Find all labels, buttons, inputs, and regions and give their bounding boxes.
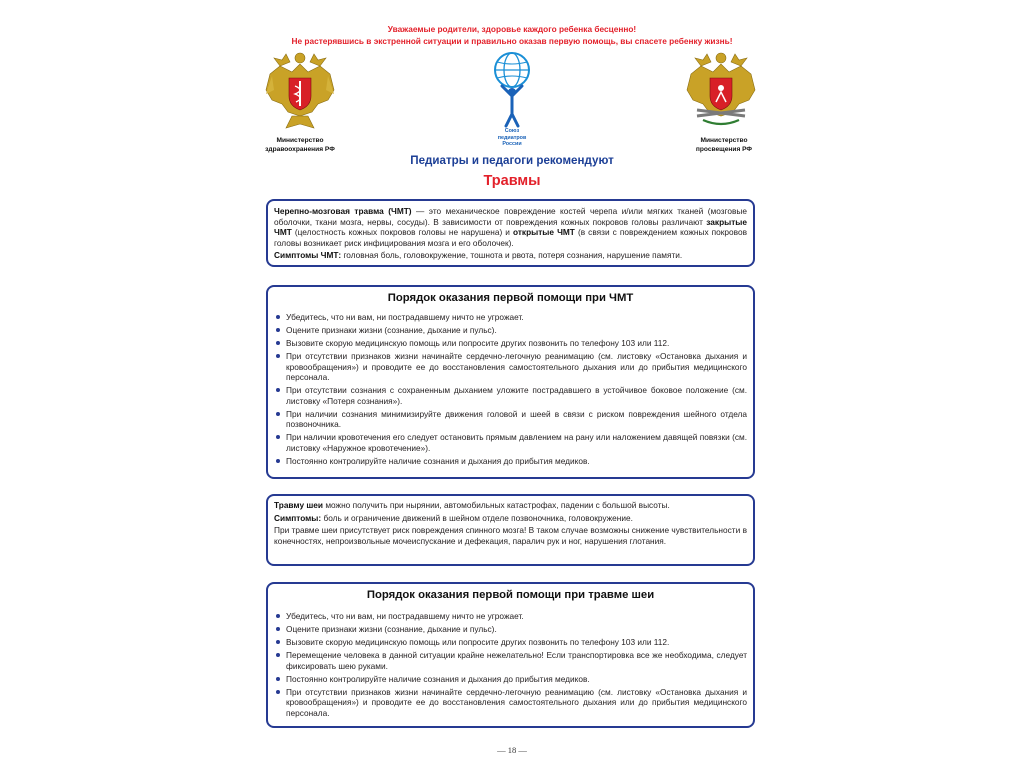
- list-item-text: Вызовите скорую медицинскую помощь или попросите других позвонить по телефону 103 или 112.: [286, 637, 670, 648]
- union-pediatricians-logo-icon: [488, 48, 536, 132]
- tbi-text-b: (целостность кожных покровов головы не нарушена) и: [291, 227, 513, 238]
- tbi-definition-box: [266, 199, 755, 267]
- bullet-icon: [276, 614, 280, 618]
- neck-injury-paragraph: [274, 500, 747, 511]
- ministry-education-emblem-icon: [683, 50, 760, 132]
- list-item: [274, 351, 747, 382]
- neck-text-a: можно получить при нырянии, автомобильных катастрофах, падении с большой высоты.: [323, 500, 670, 510]
- bullet-icon: [276, 459, 280, 463]
- union-line-2: педиатров: [497, 134, 527, 141]
- list-item: [274, 385, 747, 406]
- list-item-text: При отсутствии признаков жизни начинайте сердечно-легочную реанимацию (см. листовку «Остановка дыхания и кровообращения») и проводите ее до восстановления самостоятельного дыхания или до прибытия медицинского персонала.: [286, 686, 747, 718]
- ministry-education-caption: [664, 137, 784, 154]
- tbi-symptoms-text: головная боль, головокружение, тошнота и рвота, потеря сознания, нарушение памяти.: [341, 250, 683, 261]
- bullet-icon: [276, 341, 280, 345]
- tbi-open-term: открытые ЧМТ: [513, 227, 575, 238]
- tbi-first-aid-box: [266, 285, 755, 479]
- neck-symptoms-text: боль и ограничение движений в шейном отделе позвоночника, головокружение.: [321, 512, 633, 523]
- list-item-text: Убедитесь, что ни вам, ни пострадавшему ничто не угрожает.: [286, 312, 524, 322]
- tbi-closed-term: закрытые ЧМТ: [274, 216, 747, 238]
- neck-first-aid-box: [266, 582, 755, 728]
- list-item: [274, 325, 747, 335]
- list-item: [274, 456, 747, 466]
- ministry-health-line-1: Министерство: [276, 137, 324, 144]
- bullet-icon: [276, 328, 280, 332]
- tbi-definition-paragraph: [274, 206, 747, 248]
- list-item-text: При отсутствии сознания с сохраненным дыханием уложите пострадавшего в устойчивое боковое положение (см. листовку «Потеря сознания»).: [286, 385, 747, 406]
- tbi-symptoms-paragraph: [274, 250, 747, 261]
- list-item-text: Постоянно контролируйте наличие сознания и дыхания до прибытия медиков.: [286, 455, 590, 466]
- ministry-health-caption: [240, 137, 360, 154]
- neck-term: Травму шеи: [274, 500, 324, 510]
- list-item-text: Оцените признаки жизни (сознание, дыхание и пульс).: [286, 325, 497, 336]
- list-item: [274, 409, 747, 430]
- list-item: [274, 674, 747, 684]
- bullet-icon: [276, 388, 280, 392]
- bullet-icon: [276, 354, 280, 358]
- bullet-icon: [276, 412, 280, 416]
- list-item-text: Оцените признаки жизни (сознание, дыхание и пульс).: [286, 624, 497, 635]
- bullet-icon: [276, 653, 280, 657]
- tbi-text-c: (в связи с повреждением кожных покровов головы возникает риск инфицирования мозга и его оболочек).: [274, 227, 747, 248]
- list-item-text: При отсутствии признаков жизни начинайте сердечно-легочную реанимацию (см. листовку «Остановка дыхания и кровообращения») и проводите ее до восстановления самостоятельного дыхания или до прибытия медицинского персонала.: [286, 351, 747, 383]
- ministry-health-emblem-icon: [262, 50, 339, 132]
- list-item: [274, 687, 747, 718]
- bullet-icon: [276, 627, 280, 631]
- appeal-header: [240, 23, 784, 47]
- union-pediatricians-caption: [482, 128, 542, 148]
- bullet-icon: [276, 435, 280, 439]
- list-item: [274, 637, 747, 647]
- tbi-first-aid-title: Порядок оказания первой помощи при ЧМТ: [387, 292, 634, 304]
- neck-risk-paragraph: При травме шеи присутствует риск повреждения спинного мозга! В таком случае возможны снижение чувствительности в конечностях, непроизвольные мочеиспускание и дефекация, паралич рук и ног, нарушения глотания.: [274, 525, 747, 546]
- list-item: [274, 624, 747, 634]
- ministry-education-line-1: Министерство: [700, 137, 748, 144]
- neck-first-aid-list: [274, 611, 747, 718]
- bullet-icon: [276, 677, 280, 681]
- list-item: [274, 650, 747, 671]
- appeal-line-2: Не растерявшись в экстренной ситуации и правильно оказав первую помощь, вы спасете ребенку жизнь!: [291, 36, 733, 46]
- neck-symptoms-paragraph: [274, 513, 747, 524]
- recommend-heading: Педиатры и педагоги рекомендуют: [410, 154, 614, 167]
- bullet-icon: [276, 640, 280, 644]
- bullet-icon: [276, 690, 280, 694]
- tbi-first-aid-list: [274, 312, 747, 466]
- neck-symptoms-label: Симптомы:: [274, 512, 322, 523]
- neck-injury-box: [266, 494, 755, 566]
- ministry-health-line-2: здравоохранения РФ: [265, 145, 335, 153]
- list-item-text: Перемещение человека в данной ситуации крайне нежелательно! Если транспортировка все же необходима, следует фиксировать шею руками.: [286, 650, 747, 671]
- tbi-symptoms-label: Симптомы ЧМТ:: [274, 250, 342, 261]
- tbi-term: Черепно-мозговая травма (ЧМТ): [274, 206, 412, 216]
- tbi-text-a: — это механическое повреждение костей черепа и/или мягких тканей (мозговые оболочки, ткани мозга, нервы, сосуды). В зависимости от повреждения кожных покровов головы различают: [274, 206, 747, 227]
- page-number: — 18 —: [497, 745, 527, 755]
- list-item: [274, 338, 747, 348]
- union-line-1: Союз: [504, 128, 520, 134]
- ministry-education-line-2: просвещения РФ: [695, 145, 753, 153]
- list-item: [274, 611, 747, 621]
- appeal-line-1: Уважаемые родители, здоровье каждого ребенка бесценно!: [387, 24, 637, 34]
- list-item-text: Вызовите скорую медицинскую помощь или попросите других позвонить по телефону 103 или 112.: [286, 338, 670, 349]
- union-line-3: России: [502, 141, 522, 148]
- neck-first-aid-title: Порядок оказания первой помощи при травме шеи: [366, 589, 655, 601]
- list-item-text: При наличии кровотечения его следует остановить прямым давлением на рану или наложением давящей повязки (см. листовку «Наружное кровотечение»).: [286, 432, 747, 453]
- list-item-text: Постоянно контролируйте наличие сознания и дыхания до прибытия медиков.: [286, 673, 590, 684]
- list-item-text: Убедитесь, что ни вам, ни пострадавшему ничто не угрожает.: [286, 611, 524, 621]
- list-item: [274, 312, 747, 322]
- list-item: [274, 432, 747, 453]
- page-title: Травмы: [483, 173, 541, 189]
- bullet-icon: [276, 315, 280, 319]
- list-item-text: При наличии сознания минимизируйте движения головой и шеей в связи с риском повреждения шейного отдела позвоночника.: [286, 408, 747, 430]
